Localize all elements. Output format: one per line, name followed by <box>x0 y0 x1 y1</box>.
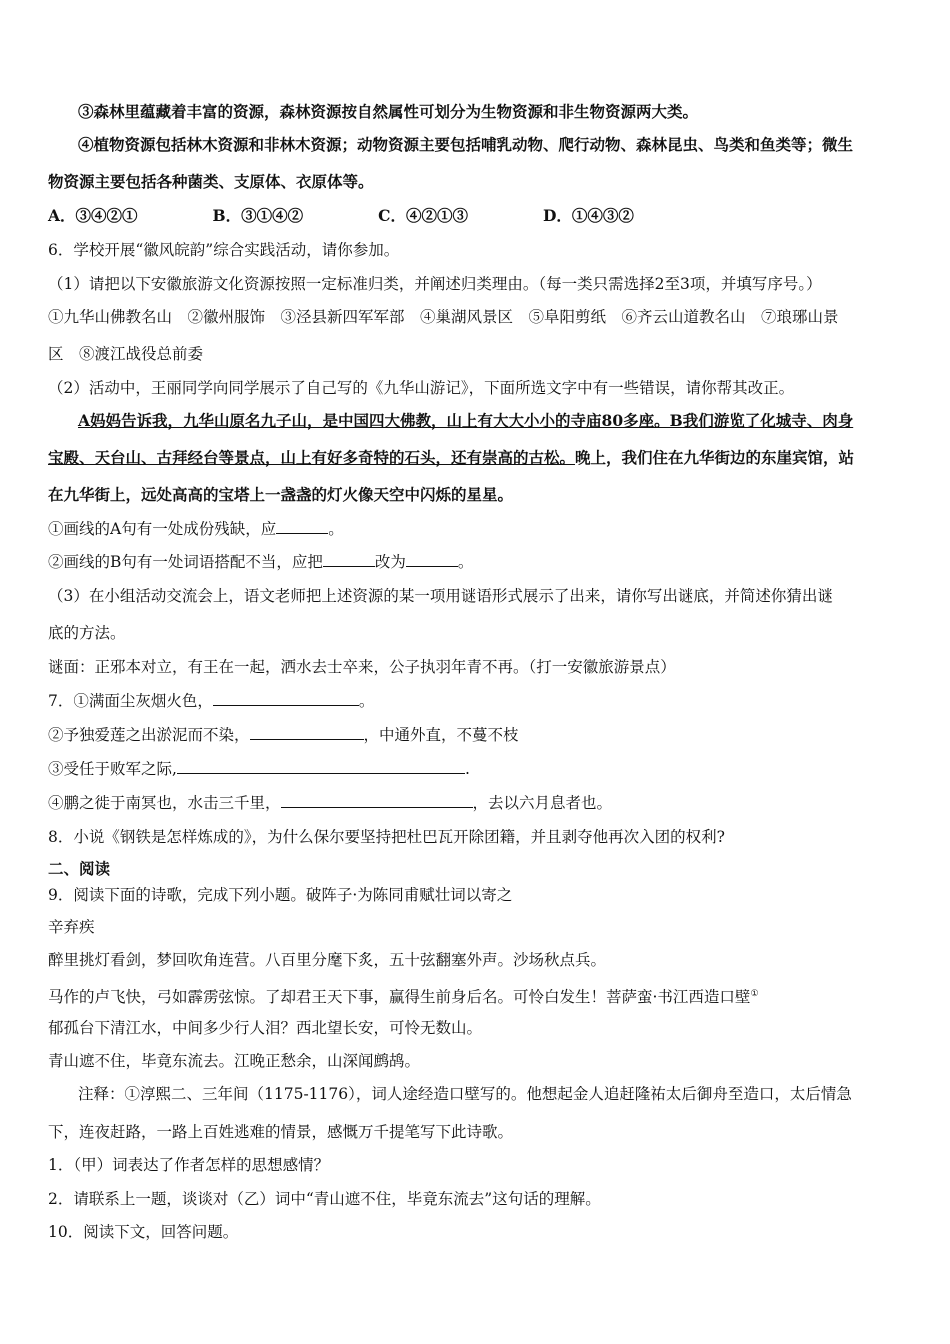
q6-stem: 6．学校开展“徽风皖韵”综合实践活动，请你参加。 <box>48 241 400 259</box>
option-b: B．③①④② <box>212 206 304 225</box>
poem-note: 注释：①淳熙二、三年间（1175-1176），词人途经造口壁写的。他想起金人追赶隆祐太后御舟至造口，太后情急 <box>78 1085 852 1103</box>
answer-blank[interactable] <box>250 723 364 740</box>
q7-line3: ③受任于败军之际, . <box>48 757 906 781</box>
q7-line1: 7．①满面尘灰烟火色， 。 <box>48 689 906 713</box>
q6-sub1: ①画线的A句有一处成份残缺，应 。 <box>48 517 906 541</box>
poem-line: 马作的卢飞快，弓如霹雳弦惊。了却君王天下事，赢得生前身后名。可怜白发生！菩萨蛮·书江西造口壁① <box>48 988 759 1007</box>
poem-line: 郁孤台下清江水，中间多少行人泪？西北望长安，可怜无数山。 <box>48 1019 483 1037</box>
q6-passage-b <box>48 446 906 470</box>
q9-stem: 9．阅读下面的诗歌，完成下列小题。破阵子·为陈同甫赋壮词以寄之 <box>48 886 513 904</box>
q5-item4-cont: 物资源主要包括各种菌类、支原体、衣原体等。 <box>48 172 374 191</box>
answer-blank[interactable] <box>213 689 359 706</box>
q6-passage-c: 在九华街上，远处高高的宝塔上一盏盏的灯火像天空中闪烁的星星。 <box>48 485 514 504</box>
q5-options <box>48 204 906 228</box>
answer-blank[interactable] <box>177 757 465 774</box>
q7-line4: ④鹏之徙于南冥也，水击三千里， ，去以六月息者也。 <box>48 791 906 815</box>
q6-part1: （1）请把以下安徽旅游文化资源按照一定标准归类，并阐述归类理由。（每一类只需选择2至3项，并填写序号。） <box>48 275 822 293</box>
passage-underlined: 宝殿、天台山、古拜经台等景点，山上有好多奇特的石头，还有崇高的古松。 <box>48 448 576 467</box>
poem-line: 醉里挑灯看剑，梦回吹角连营。八百里分麾下炙，五十弦翻塞外声。沙场秋点兵。 <box>48 951 607 969</box>
answer-blank[interactable] <box>323 550 375 567</box>
q9-sub2: 2．请联系上一题，谈谈对（乙）词中“青山遮不住，毕竟东流去”这句话的理解。 <box>48 1190 601 1208</box>
q6-part2: （2）活动中，王丽同学向同学展示了自己写的《九华山游记》，下面所选文字中有一些错误，请你帮其改正。 <box>48 379 795 397</box>
option-d: D．①④③② <box>542 206 634 225</box>
option-a: A．③④②① <box>48 206 138 225</box>
q8: 8．小说《钢铁是怎样炼成的》，为什么保尔要坚持把杜巴瓦开除团籍，并且剥夺他再次入团的权利? <box>48 828 725 846</box>
poem-note-cont: 下，连夜赶路，一路上百姓逃难的情景，感慨万千提笔写下此诗歌。 <box>48 1123 514 1141</box>
q10: 10．阅读下文，回答问题。 <box>48 1223 239 1241</box>
q6-part3-cont: 底的方法。 <box>48 624 126 642</box>
q6-part3: （3）在小组活动交流会上，语文老师把上述资源的某一项用谜语形式展示了出来，请你写出谜底，并简述你猜出谜 <box>48 587 833 605</box>
poem-line: 青山遮不住，毕竟东流去。江晚正愁余，山深闻鹧鸪。 <box>48 1052 421 1070</box>
q6-passage-a: A妈妈告诉我，九华山原名九子山，是中国四大佛教，山上有大大小小的寺庙80多座。B我们游览了化城寺、肉身 <box>78 411 854 430</box>
q6-sub2: ②画线的B句有一处词语搭配不当，应把 改为 。 <box>48 550 906 574</box>
q7-line2: ②予独爱莲之出淤泥而不染， ，中通外直，不蔓不枝 <box>48 723 906 747</box>
footnote-marker: ① <box>750 989 759 999</box>
q5-item4: ④植物资源包括林木资源和非林木资源；动物资源主要包括哺乳动物、爬行动物、森林昆虫、鸟类和鱼类等；微生 <box>78 135 854 154</box>
passage-rest: 晚上，我们住在九华街边的东崖宾馆，站 <box>575 448 855 467</box>
q9-sub1: 1．（甲）词表达了作者怎样的思想感情？ <box>48 1156 330 1174</box>
answer-blank[interactable] <box>276 517 328 534</box>
answer-blank[interactable] <box>406 550 458 567</box>
q6-list: ①九华山佛教名山 ②徽州服饰 ③泾县新四军军部 ④巢湖风景区 ⑤阜阳剪纸 ⑥齐云山道教名山 ⑦琅琊山景 <box>48 308 839 326</box>
option-c: C．④②①③ <box>378 206 468 225</box>
q6-list-cont: 区 ⑧渡江战役总前委 <box>48 345 204 363</box>
section-heading: 二、阅读 <box>48 859 111 878</box>
q5-item3: ③森林里蕴藏着丰富的资源，森林资源按自然属性可划分为生物资源和非生物资源两大类。 <box>78 102 699 121</box>
q6-riddle: 谜面：正邪本对立，有王在一起，洒水去士卒来，公子执羽年青不再。（打一安徽旅游景点） <box>48 658 676 676</box>
poem-author: 辛弃疾 <box>48 918 95 936</box>
answer-blank[interactable] <box>281 791 473 808</box>
